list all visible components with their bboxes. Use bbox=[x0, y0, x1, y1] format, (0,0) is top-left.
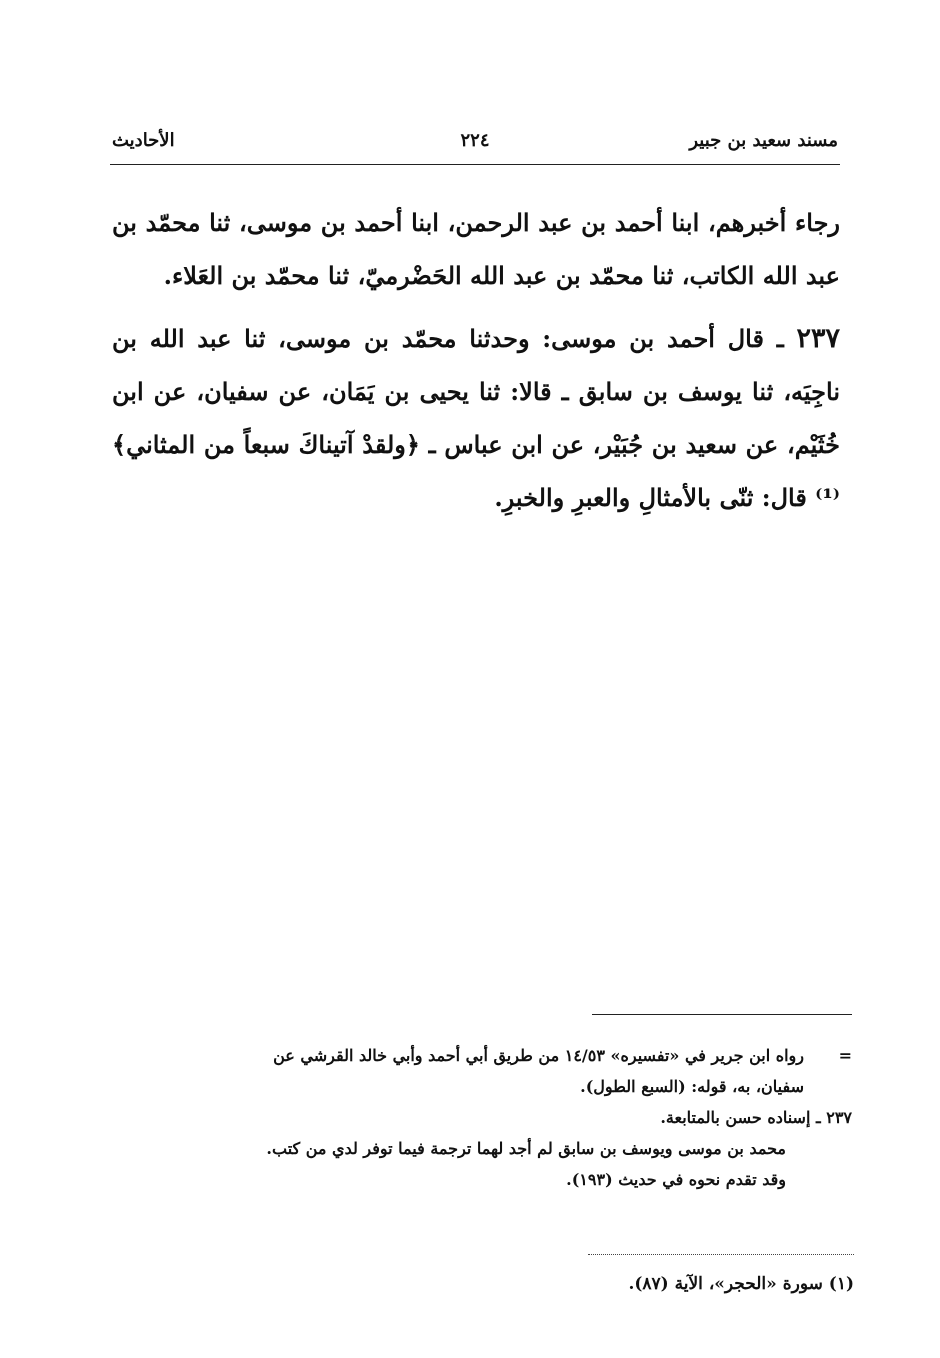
footnote-line bbox=[120, 1040, 852, 1071]
main-text bbox=[112, 196, 840, 524]
hadith-reference: ٢٣٧ bbox=[826, 1108, 852, 1127]
footnotes-commentary bbox=[120, 1040, 852, 1195]
footnote-dotted-separator bbox=[588, 1254, 854, 1255]
footnote-line: وقد تقدم نحوه في حديث (١٩٣). bbox=[566, 1170, 786, 1189]
footnote-line: سفيان، به، قوله: (السبع الطول). bbox=[580, 1077, 804, 1096]
book-title: مسند سعيد بن جبير bbox=[689, 130, 838, 151]
footnote-line bbox=[120, 1102, 852, 1133]
hadith-number: ٢٣٧ bbox=[796, 323, 840, 354]
footnote-separator bbox=[592, 1014, 852, 1015]
paragraph-continuation: رجاء أخبرهم، ابنا أحمد بن عبد الرحمن، ابنا أحمد بن موسى، ثنا محمّد بن عبد الله الكاتب، ثنا محمّد بن عبد الله الحَضْرميّ، ثنا محمّد بن العَلاء. bbox=[112, 208, 840, 290]
footnote-1: (١) سورة «الحجر»، الآية (٨٧). bbox=[628, 1274, 854, 1294]
section-title: الأحاديث bbox=[112, 130, 175, 151]
footnote-text: رواه ابن جرير في «تفسيره» ١٤/٥٣ من طريق أبي أحمد وأبي خالد القرشي عن bbox=[273, 1046, 804, 1065]
footnote-line: محمد بن موسى ويوسف بن سابق لم أجد لهما ترجمة فيما توفر لدي من كتب. bbox=[266, 1139, 786, 1158]
continuation-marker: = bbox=[838, 1046, 852, 1065]
footnote-text: ـ إسناده حسن بالمتابعة. bbox=[660, 1108, 827, 1127]
page-number: ٢٢٤ bbox=[460, 130, 490, 151]
hadith-paragraph bbox=[112, 312, 840, 524]
running-header bbox=[110, 128, 840, 165]
hadith-text: ـ قال أحمد بن موسى: وحدثنا محمّد بن موسى، ثنا عبد الله بن ناجِيَه، ثنا يوسف بن سابق ـ قالا: ثنا يحيى بن يَمَان، عن سفيان، عن ابن خُثَيْم، عن سعيد بن جُبَيْر، عن ابن عباس ـ ﴿ولقدْ آتيناكَ سبعاً من المثاني﴾⁽¹⁾ قال: ثنّى بالأمثالِ والعبرِ والخبرِ. bbox=[112, 324, 840, 512]
